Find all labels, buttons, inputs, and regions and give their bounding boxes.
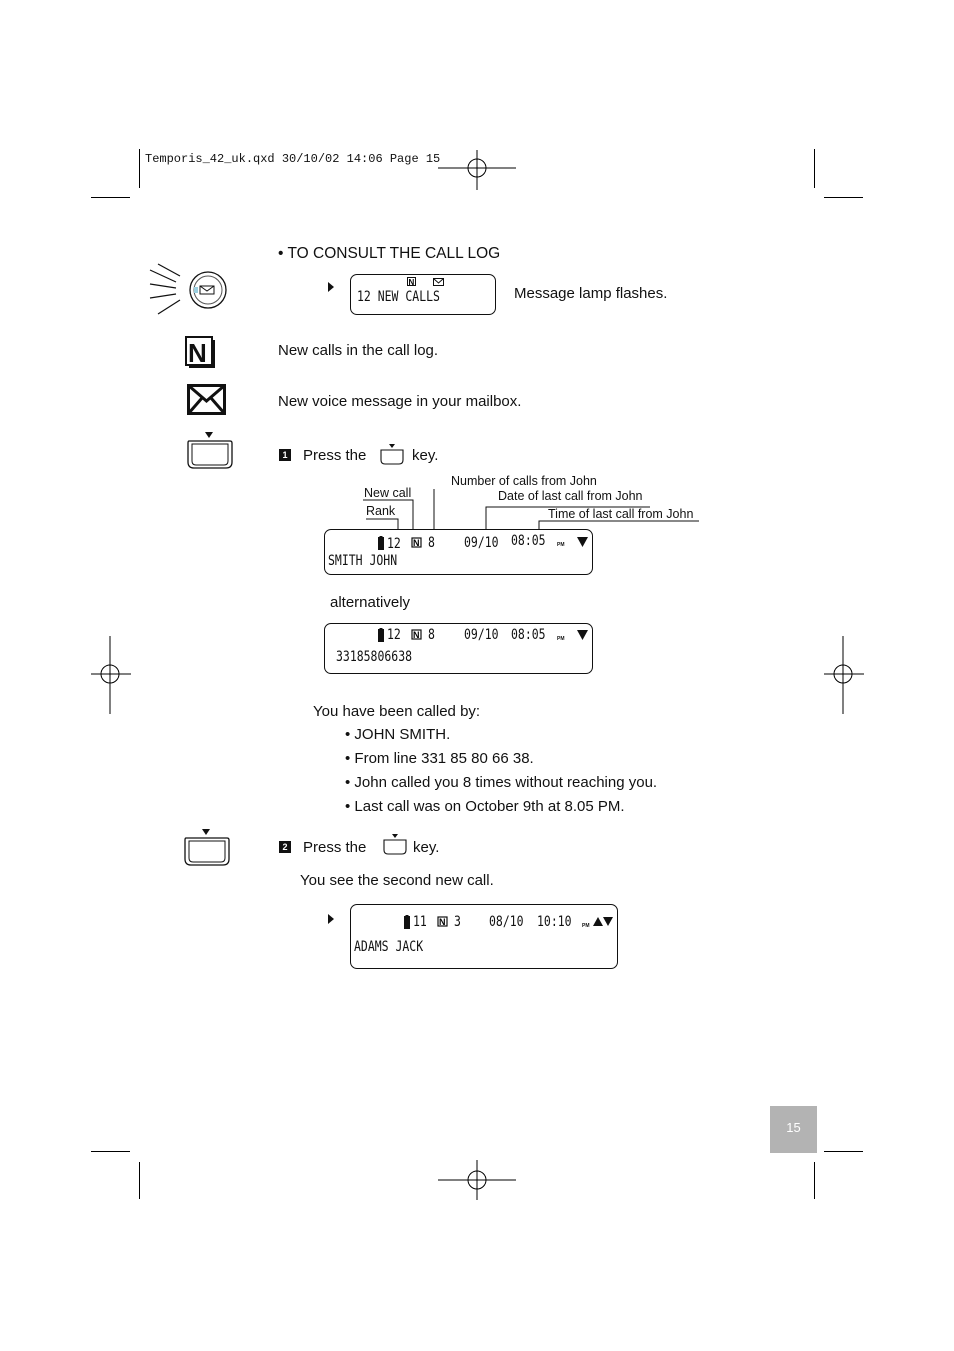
lcd2-time: 08:05 bbox=[511, 627, 546, 643]
lcd1-name: SMITH JOHN bbox=[328, 553, 398, 569]
annotation-time-last: Time of last call from John bbox=[548, 507, 694, 521]
battery-icon bbox=[378, 536, 385, 550]
step-2-badge: 2 bbox=[279, 841, 291, 853]
annotation-number-of-calls: Number of calls from John bbox=[451, 474, 597, 488]
called-by-item: • John called you 8 times without reaching you. bbox=[345, 774, 658, 791]
inline-down-key-icon bbox=[379, 444, 405, 466]
file-slug: Temporis_42_uk.qxd 30/10/02 14:06 Page 15 bbox=[145, 152, 441, 166]
svg-text:N: N bbox=[413, 630, 420, 640]
down-key-icon bbox=[186, 432, 234, 470]
lcd3-pm: PM bbox=[582, 923, 590, 929]
pointer-arrow-icon bbox=[328, 914, 334, 924]
alternatively-label: alternatively bbox=[330, 594, 411, 611]
registration-mark-left bbox=[91, 636, 131, 714]
step-1-badge: 1 bbox=[279, 449, 291, 461]
annotation-new-call: New call bbox=[364, 486, 412, 500]
legend-voice-message-text: New voice message in your mailbox. bbox=[278, 393, 522, 410]
registration-mark-bottom bbox=[438, 1160, 516, 1200]
lcd3-count: 3 bbox=[454, 914, 461, 930]
battery-icon bbox=[404, 915, 411, 929]
lcd3-time: 10:10 bbox=[537, 914, 572, 930]
lcd2-number: 33185806638 bbox=[336, 649, 413, 665]
svg-text:N: N bbox=[408, 278, 415, 287]
lcd-call-entry-3 bbox=[350, 904, 618, 969]
down-key-icon bbox=[183, 829, 231, 867]
new-calls-indicator-icon bbox=[407, 277, 417, 287]
step-2-text-before: Press the bbox=[303, 839, 367, 856]
scroll-up-icon bbox=[593, 917, 603, 926]
lcd2-rank: 12 bbox=[387, 627, 401, 643]
new-call-indicator-icon bbox=[437, 916, 448, 927]
called-by-item: • JOHN SMITH. bbox=[345, 726, 451, 743]
svg-text:N: N bbox=[439, 917, 446, 927]
lcd3-name: ADAMS JACK bbox=[354, 939, 424, 955]
svg-text:N: N bbox=[413, 538, 420, 548]
step-2-note: You see the second new call. bbox=[300, 872, 494, 889]
lcd-new-calls bbox=[350, 274, 496, 315]
new-call-indicator-icon bbox=[411, 629, 422, 640]
lcd-call-entry-2 bbox=[324, 623, 593, 674]
svg-text:N: N bbox=[188, 338, 207, 368]
step-1-text-before: Press the bbox=[303, 447, 367, 464]
lcd-new-calls-text: 12 NEW CALLS bbox=[357, 289, 440, 305]
voice-message-icon bbox=[187, 384, 227, 415]
lcd3-rank: 11 bbox=[413, 914, 427, 930]
lcd1-date: 09/10 bbox=[464, 535, 499, 551]
lcd1-rank: 12 bbox=[387, 536, 401, 552]
inline-down-key-icon bbox=[382, 834, 408, 856]
step-2-text-after: key. bbox=[413, 839, 440, 856]
registration-mark-right bbox=[824, 636, 864, 714]
page-number: 15 bbox=[770, 1106, 817, 1153]
lcd2-count: 8 bbox=[428, 627, 435, 643]
annotation-date-last: Date of last call from John bbox=[498, 489, 643, 503]
lamp-caption: Message lamp flashes. bbox=[514, 285, 668, 302]
lcd3-date: 08/10 bbox=[489, 914, 524, 930]
pointer-arrow-icon bbox=[328, 282, 334, 292]
legend-new-calls-text: New calls in the call log. bbox=[278, 342, 439, 359]
annotation-rank: Rank bbox=[366, 504, 396, 518]
envelope-indicator-icon bbox=[433, 278, 444, 286]
lcd1-pm: PM bbox=[557, 542, 565, 548]
registration-mark-top bbox=[438, 150, 516, 190]
scroll-down-icon bbox=[603, 917, 613, 926]
new-call-indicator-icon bbox=[411, 537, 422, 548]
step-1-text-after: key. bbox=[412, 447, 439, 464]
lcd-call-entry-1 bbox=[324, 529, 593, 575]
battery-icon bbox=[378, 628, 385, 642]
scroll-down-icon bbox=[577, 630, 588, 640]
called-by-item: • From line 331 85 80 66 38. bbox=[345, 750, 534, 767]
message-lamp-icon bbox=[148, 262, 230, 318]
called-by-intro: You have been called by: bbox=[313, 703, 481, 720]
scroll-down-icon bbox=[577, 537, 588, 547]
called-by-item: • Last call was on October 9th at 8.05 PM. bbox=[345, 798, 625, 815]
lcd1-count: 8 bbox=[428, 535, 435, 551]
lcd2-pm: PM bbox=[557, 636, 565, 642]
section-title: • TO CONSULT THE CALL LOG bbox=[278, 245, 501, 262]
lcd1-time: 08:05 bbox=[511, 533, 546, 549]
new-calls-icon bbox=[185, 336, 217, 370]
lcd2-date: 09/10 bbox=[464, 627, 499, 643]
